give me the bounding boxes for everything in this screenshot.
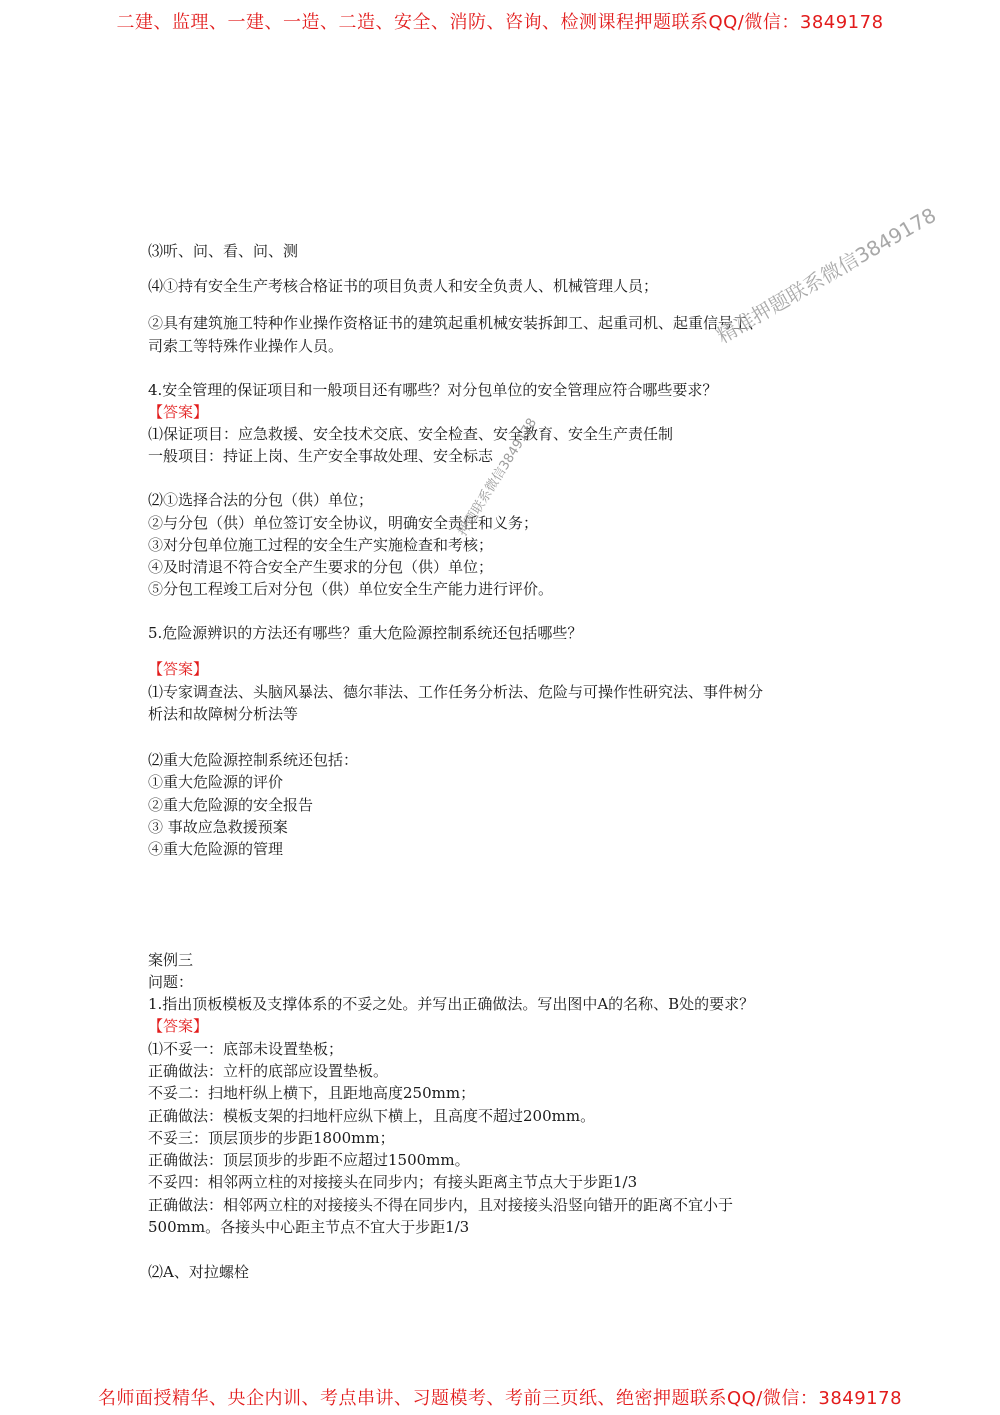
text-line: ④及时清退不符合安全产生要求的分包（供）单位； bbox=[148, 558, 494, 576]
question-5: 5.危险源辨识的方法还有哪些？重大危险源控制系统还包括哪些？ bbox=[148, 624, 583, 642]
watermark: 精准押题联系微信3849178 bbox=[712, 202, 941, 349]
answer-heading: 【答案】 bbox=[148, 1017, 209, 1035]
text-line: ②重大危险源的安全报告 bbox=[148, 796, 314, 814]
question-4: 4.安全管理的保证项目和一般项目还有哪些？对分包单位的安全管理应符合哪些要求？ bbox=[148, 381, 718, 399]
text-line: 500mm。各接头中心距主节点不宜大于步距1/3 bbox=[148, 1218, 470, 1236]
text-line: ②与分包（供）单位签订安全协议，明确安全责任和义务； bbox=[148, 514, 539, 532]
question-1: 1.指出顶板模板及支撑体系的不妥之处。并写出正确做法。写出图中A的名称、B处的要求？ bbox=[148, 995, 755, 1013]
text-line: 正确做法：顶层顶步的步距不应超过1500mm。 bbox=[148, 1151, 470, 1169]
text-line: ⑵重大危险源控制系统还包括： bbox=[148, 751, 359, 769]
watermark-small: 押题联系微信3849178 bbox=[455, 415, 541, 539]
text-line: ④重大危险源的管理 bbox=[148, 840, 284, 858]
header-banner: 二建、监理、一建、一造、二造、安全、消防、咨询、检测课程押题联系QQ/微信：3849178 bbox=[116, 12, 884, 33]
text-line: 不妥二：扫地杆纵上横下，且距地高度250mm； bbox=[148, 1084, 476, 1102]
text-line: ⑤分包工程竣工后对分包（供）单位安全生产能力进行评价。 bbox=[148, 580, 554, 598]
text-line: ③对分包单位施工过程的安全生产实施检查和考核； bbox=[148, 536, 494, 554]
text-line: 不妥三：顶层顶步的步距1800mm； bbox=[148, 1129, 395, 1147]
text-line: ⑴不妥一：底部未设置垫板； bbox=[148, 1040, 344, 1058]
footer-banner: 名师面授精华、央企内训、考点串讲、习题模考、考前三页纸、绝密押题联系QQ/微信：3849178 bbox=[97, 1388, 903, 1409]
text-line: 司索工等特殊作业操作人员。 bbox=[148, 337, 344, 355]
text-line: ③ 事故应急救援预案 bbox=[148, 818, 288, 836]
text-line: 一般项目：持证上岗、生产安全事故处理、安全标志 bbox=[148, 447, 494, 465]
text-line: 不妥四：相邻两立柱的对接接头在同步内；有接头距离主节点大于步距1/3 bbox=[148, 1173, 638, 1191]
text-line: ⑵①选择合法的分包（供）单位； bbox=[148, 491, 374, 509]
text-line: 正确做法：模板支架的扫地杆应纵下横上，且高度不超过200mm。 bbox=[148, 1107, 596, 1125]
text-line: 正确做法：相邻两立柱的对接接头不得在同步内，且对接接头沿竖向错开的距离不宜小于 bbox=[148, 1196, 734, 1214]
text-line: ⑴保证项目：应急救援、安全技术交底、安全检查、安全教育、安全生产责任制 bbox=[148, 425, 674, 443]
case-title: 案例三 bbox=[148, 951, 194, 969]
text-line: ②具有建筑施工特种作业操作资格证书的建筑起重机械安装拆卸工、起重司机、起重信号工、 bbox=[148, 314, 764, 332]
text-line: 问题： bbox=[148, 973, 194, 991]
text-line: 析法和故障树分析法等 bbox=[148, 705, 299, 723]
text-line: ⑶听、问、看、问、测 bbox=[148, 242, 299, 260]
text-line: 正确做法：立杆的底部应设置垫板。 bbox=[148, 1062, 389, 1080]
answer-heading: 【答案】 bbox=[148, 660, 209, 678]
text-line: ①重大危险源的评价 bbox=[148, 773, 284, 791]
text-line: ⑵A、对拉螺栓 bbox=[148, 1263, 249, 1281]
text-line: ⑷①持有安全生产考核合格证书的项目负责人和安全负责人、机械管理人员； bbox=[148, 277, 659, 295]
answer-heading: 【答案】 bbox=[148, 403, 209, 421]
text-line: ⑴专家调查法、头脑风暴法、德尔菲法、工作任务分析法、危险与可操作性研究法、事件树分 bbox=[148, 683, 764, 701]
